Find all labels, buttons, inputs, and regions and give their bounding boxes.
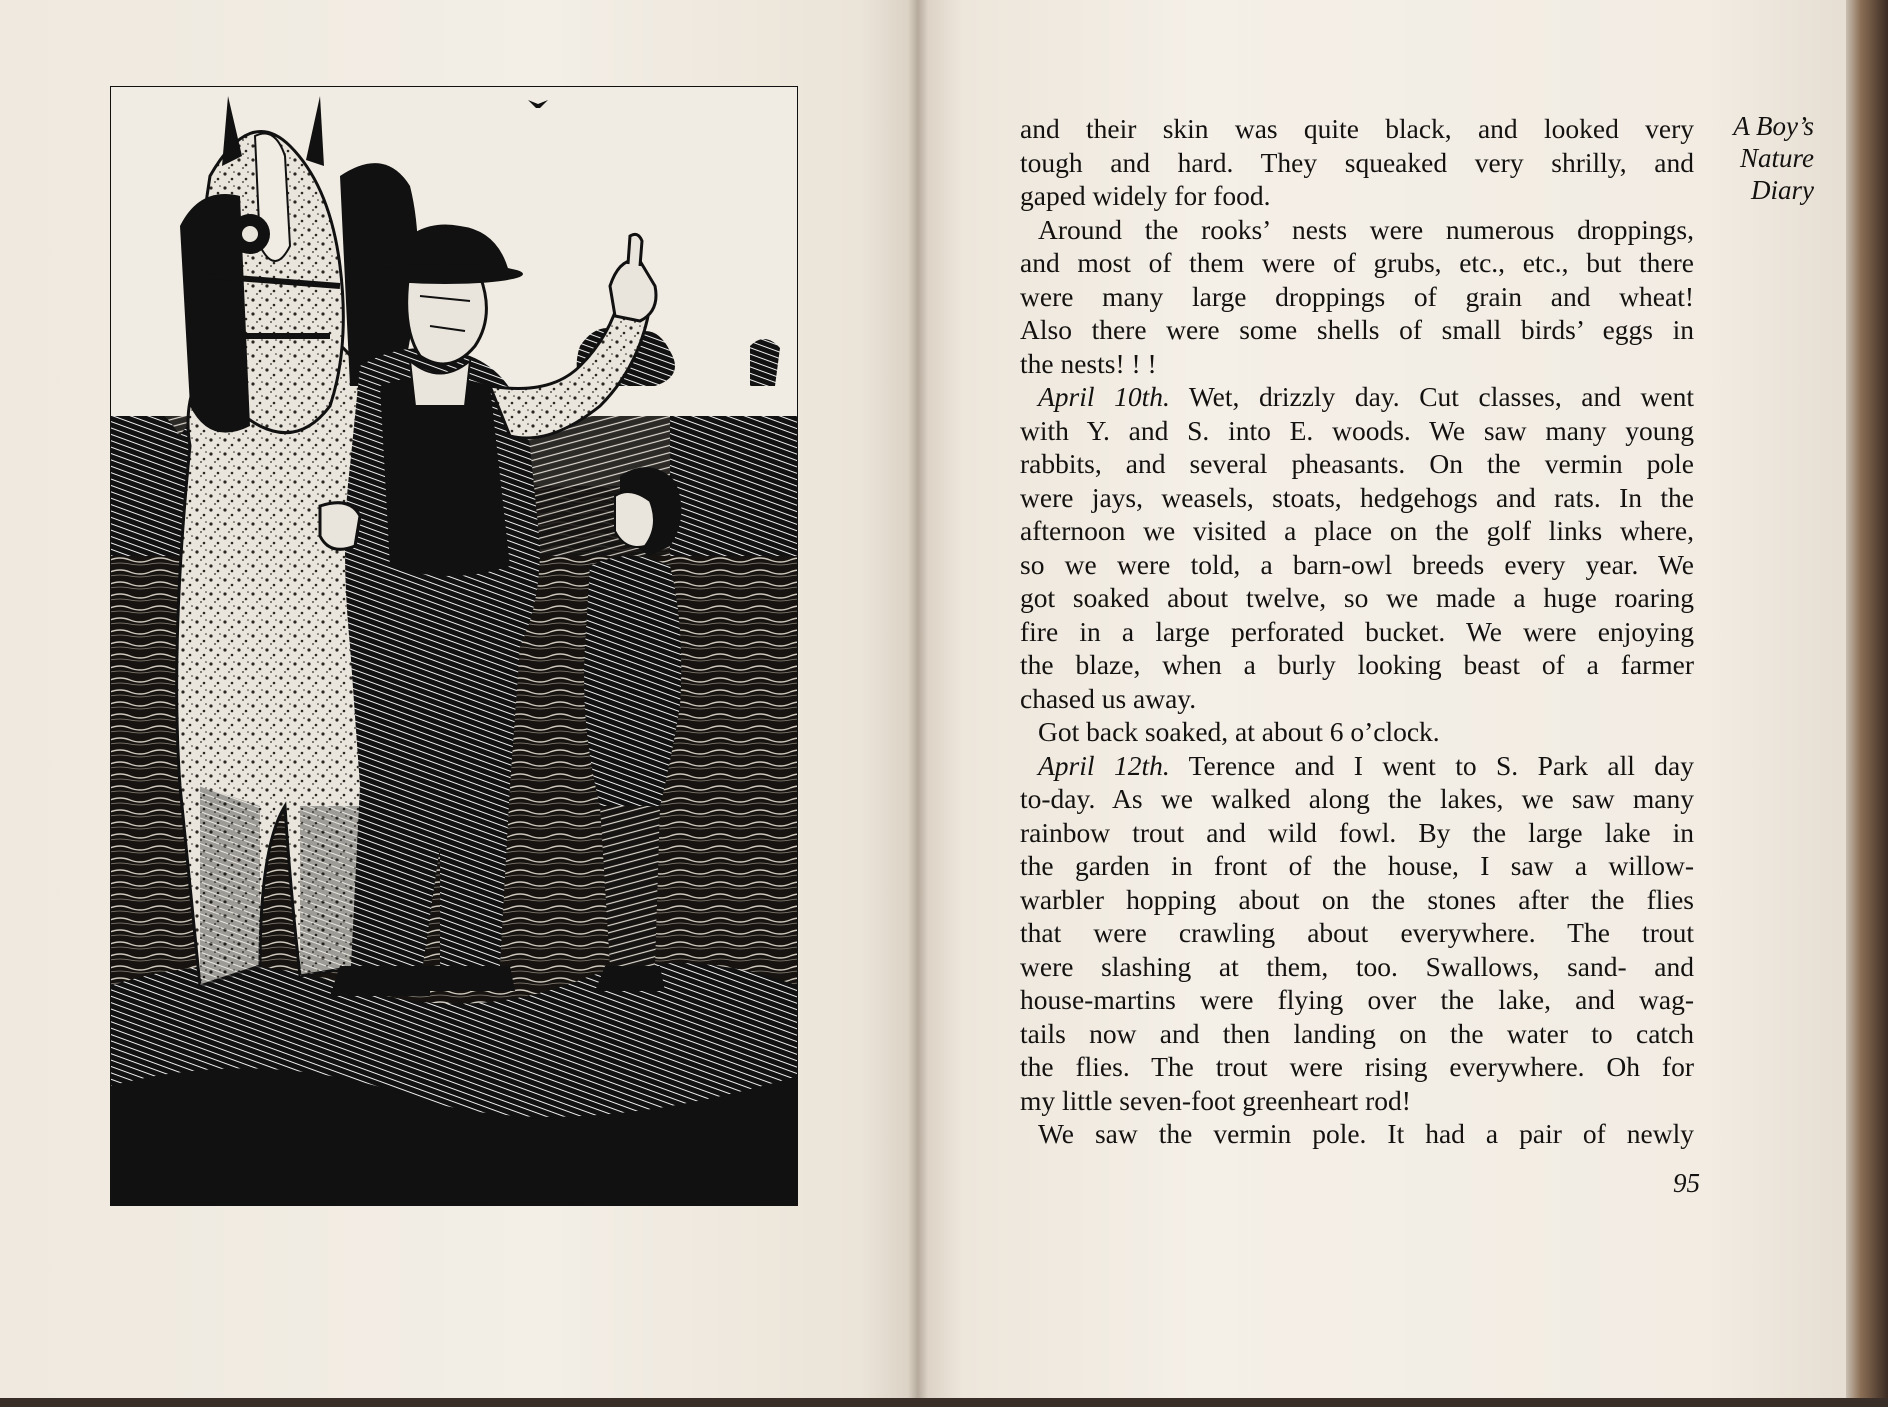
body-text xyxy=(1020,112,1694,1151)
text-line: Got back soaked, at about 6 o’clock. xyxy=(1038,716,1440,747)
text-line: the garden in front of the house, I saw a willow- xyxy=(1020,850,1694,881)
text-line: to-day. As we walked along the lakes, we saw many xyxy=(1020,783,1694,814)
text-line: the nests! ! ! xyxy=(1020,347,1157,379)
text-line: fire in a large perforated bucket. We were enjoying xyxy=(1020,615,1694,647)
running-head xyxy=(1694,110,1814,206)
text-line: gaped widely for food. xyxy=(1020,180,1271,211)
text-line: the blaze, when a burly looking beast of a farmer xyxy=(1020,649,1694,680)
running-head-line-1: A Boy’s xyxy=(1733,111,1814,141)
text-line: afternoon we visited a place on the golf links where, xyxy=(1020,515,1694,546)
entry-date: April 12th. xyxy=(1038,749,1170,781)
text-line: warbler hopping about on the stones after the flies xyxy=(1020,883,1694,915)
text-line: rabbits, and several pheasants. On the vermin pole xyxy=(1020,448,1694,479)
text-line: with Y. and S. into E. woods. We saw many young xyxy=(1020,414,1694,446)
text-line: Around the rooks’ nests were numerous droppings, xyxy=(1038,213,1694,245)
engraving-illustration xyxy=(110,86,798,1206)
book-bottom-edge xyxy=(0,1398,1888,1407)
text-line: tough and hard. They squeaked very shrilly, and xyxy=(1020,146,1694,178)
text-line xyxy=(1020,380,1694,414)
entry-text: Terence and I went to S. Park all day xyxy=(1169,749,1695,781)
text-line: that were crawling about everywhere. The trout xyxy=(1020,917,1694,948)
text-line: and most of them were of grubs, etc., etc., but there xyxy=(1020,247,1694,278)
text-line: and their skin was quite black, and looked very xyxy=(1020,113,1694,144)
text-line: were many large droppings of grain and wheat! xyxy=(1020,280,1694,312)
book-gutter xyxy=(908,0,928,1407)
text-line: chased us away. xyxy=(1020,682,1197,714)
text-line: the flies. The trout were rising everywhere. Oh for xyxy=(1020,1051,1694,1082)
farmer-horse-boy-icon xyxy=(110,86,798,1206)
text-line: We saw the vermin pole. It had a pair of newly xyxy=(1038,1118,1694,1149)
text-line: were jays, weasels, stoats, hedgehogs and rats. In the xyxy=(1020,481,1694,513)
entry-text: Wet, drizzly day. Cut classes, and went xyxy=(1169,381,1694,412)
text-line: house-martins were flying over the lake, and wag- xyxy=(1020,984,1694,1015)
text-line xyxy=(1020,749,1694,783)
running-head-line-3: Diary xyxy=(1751,175,1814,205)
text-line: so we were told, a barn-owl breeds every year. We xyxy=(1020,548,1694,580)
text-line: got soaked about twelve, so we made a huge roaring xyxy=(1020,582,1694,613)
text-line: my little seven-foot greenheart rod! xyxy=(1020,1084,1411,1116)
text-line: tails now and then landing on the water to catch xyxy=(1020,1017,1694,1049)
text-line: Also there were some shells of small birds’ eggs in xyxy=(1020,314,1694,345)
book-cover-edge xyxy=(1846,0,1888,1407)
text-line: rainbow trout and wild fowl. By the large lake in xyxy=(1020,816,1694,848)
entry-date: April 10th. xyxy=(1038,381,1170,412)
running-head-line-2: Nature xyxy=(1740,143,1814,173)
text-line: were slashing at them, too. Swallows, sand- and xyxy=(1020,950,1694,982)
left-page xyxy=(0,0,916,1407)
page-number: 95 xyxy=(1673,1168,1700,1198)
